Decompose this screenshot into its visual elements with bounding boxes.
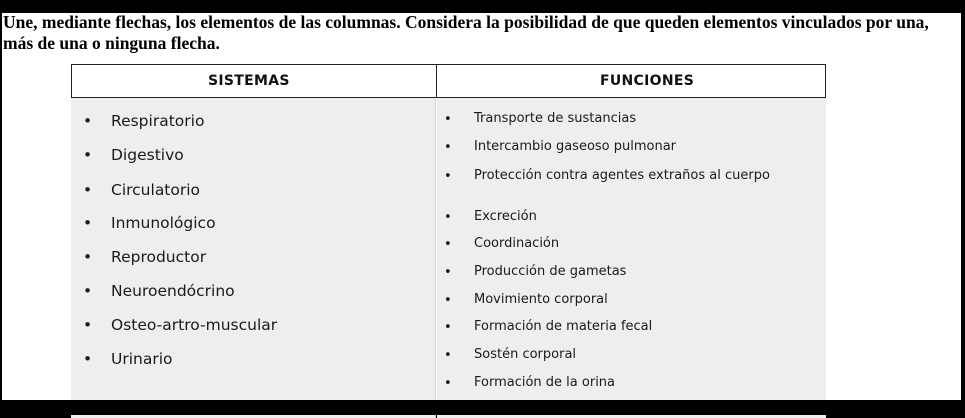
table-header bbox=[71, 64, 826, 98]
bullet-icon: • bbox=[444, 140, 452, 155]
bullet-icon: • bbox=[444, 320, 452, 335]
bullet-icon: • bbox=[83, 112, 93, 130]
bullet-icon: • bbox=[444, 112, 452, 127]
bullet-icon: • bbox=[83, 282, 93, 300]
bullet-icon: • bbox=[83, 350, 93, 368]
bullet-icon: • bbox=[444, 376, 452, 391]
column-separator bbox=[435, 98, 436, 418]
bullet-icon: • bbox=[83, 214, 93, 232]
worksheet-page bbox=[0, 13, 965, 415]
header-divider bbox=[436, 65, 437, 97]
matching-table: SISTEMAS FUNCIONES • Respiratorio • Digestivo • Circulatorio • Inmunológico • Reproductor • Neuroendócrino • Osteo-artro-muscular • Urinario • Transporte de sustancias • Intercambio gaseoso pulmonar • Protección contra agentes extraños al cuerpo • Excreción • Coordinación • Producción de gametas • Movimiento corporal • Formación de materia fecal • Sostén corporal • Formación de la orina bbox=[71, 64, 826, 416]
bullet-icon: • bbox=[444, 169, 452, 184]
bullet-icon: • bbox=[444, 293, 452, 308]
instruction-text: Une, mediante flechas, los elementos de las columnas. Considera la posibilidad de que queden elementos vinculados por una, más de una o ninguna flecha. bbox=[3, 12, 929, 53]
bullet-icon: • bbox=[444, 237, 452, 252]
header-funciones: FUNCIONES bbox=[600, 73, 695, 89]
bullet-icon: • bbox=[444, 210, 452, 225]
header-sistemas: SISTEMAS bbox=[208, 73, 290, 89]
bullet-icon: • bbox=[83, 316, 93, 334]
bullet-icon: • bbox=[83, 181, 93, 199]
bullet-icon: • bbox=[83, 248, 93, 266]
bullet-icon: • bbox=[444, 265, 452, 280]
bottom-black-bar bbox=[0, 400, 965, 415]
bullet-icon: • bbox=[444, 348, 452, 363]
bullet-icon: • bbox=[83, 146, 93, 164]
